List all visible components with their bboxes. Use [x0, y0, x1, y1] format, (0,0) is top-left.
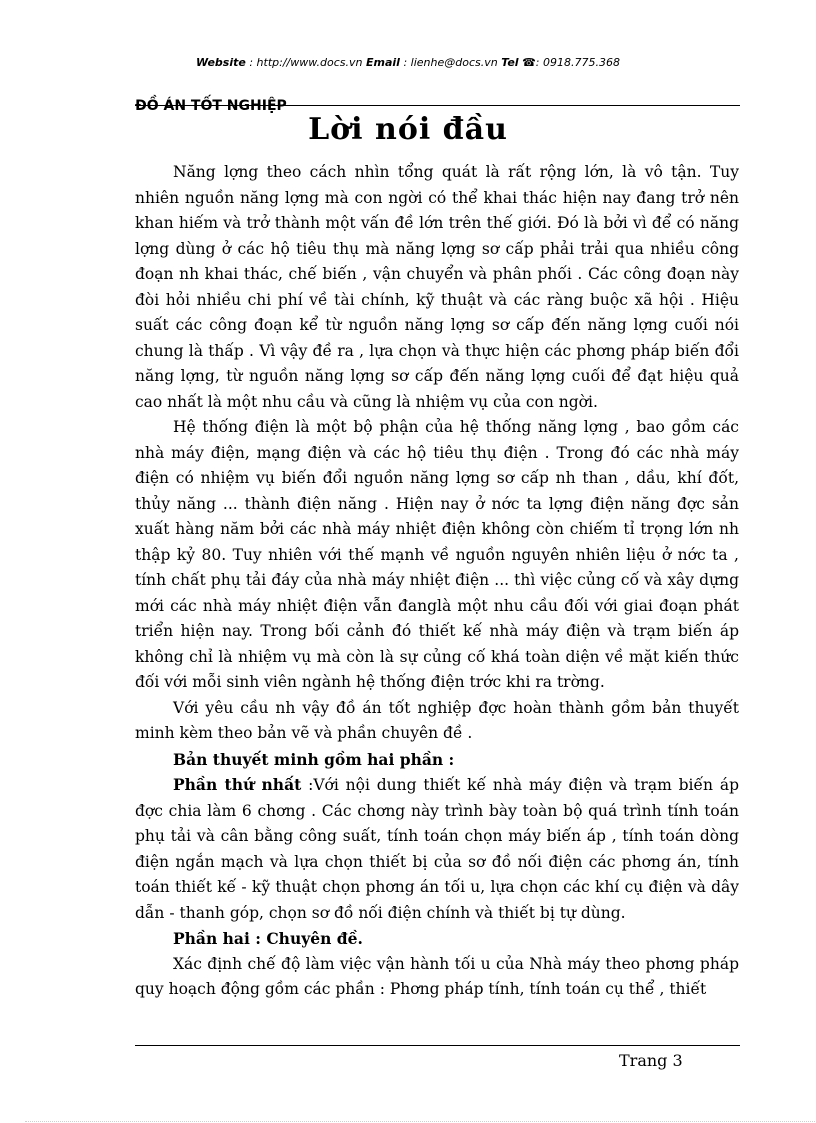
- website-value: : http://www.docs.vn: [249, 56, 363, 69]
- tel-value: : 0918.775.368: [535, 56, 620, 69]
- part-one-label: Phần thứ nhất: [173, 775, 302, 794]
- tel-label: Tel: [501, 56, 519, 69]
- page-number: Trang 3: [619, 1051, 683, 1070]
- part-one-text: :Với nội dung thiết kế nhà máy điện và trạm biến áp đợc chia làm 6 chơng . Các chơng này trình bày toàn bộ quá trình tính toán phụ tải và cân bằng công suất, tính toán chọn máy biến áp , tính toán dòng điện ngắn mạch và lựa chọn thiết bị của sơ đồ nối điện các phơng án, tính toán thiết kế - kỹ thuật chọn phơng án tối u, lựa chọn các khí cụ điện và dây dẫn - thanh góp, chọn sơ đồ nối điện chính và thiết bị tự dùng.: [135, 776, 739, 922]
- paragraph: Năng lợng theo cách nhìn tổng quát là rất rộng lớn, là vô tận. Tuy nhiên nguồn năng lợng mà con ngời có thể khai thác hiện nay đang trở nên khan hiếm và trở thành một vấn đề lớn trên thế giới. Đó là bởi vì để có năng lợng dùng ở các hộ tiêu thụ mà năng lợng sơ cấp phải trải qua nhiều công đoạn nh khai thác, chế biến , vận chuyển và phân phối . Các công đoạn này đòi hỏi nhiều chi phí về tài chính, kỹ thuật và các ràng buộc xã hội . Hiệu suất các công đoạn kể từ nguồn năng lợng sơ cấp đến năng lợng cuối nói chung là thấp . Vì vậy đề ra , lựa chọn và thực hiện các phơng pháp biến đổi năng lợng, từ nguồn năng lợng sơ cấp đến năng lợng cuối để đạt hiệu quả cao nhất là một nhu cầu và cũng là nhiệm vụ của con ngời.: [135, 163, 739, 411]
- email-value: : lienhe@docs.vn: [403, 56, 498, 69]
- phone-icon: ☎: [522, 56, 536, 69]
- body-text: [135, 160, 739, 1003]
- page-title: Lời nói đầu: [308, 112, 508, 147]
- paragraph: Với yêu cầu nh vậy đồ án tốt nghiệp đợc hoàn thành gồm bản thuyết minh kèm theo bản vẽ và phần chuyên đề .: [135, 698, 739, 742]
- footer-rule: [135, 1045, 740, 1046]
- document-running-title: ĐỒ ÁN TỐT NGHIỆP: [135, 98, 287, 114]
- section-heading: Phần hai : Chuyên đề.: [173, 929, 363, 948]
- paragraph: Hệ thống điện là một bộ phận của hệ thống năng lợng , bao gồm các nhà máy điện, mạng điện và các hộ tiêu thụ điện . Trong đó các nhà máy điện có nhiệm vụ biến đổi nguồn năng lợng sơ cấp nh than , dầu, khí đốt, thủy năng ... thành điện năng . Hiện nay ở nớc ta lợng điện năng đợc sản xuất hàng năm bởi các nhà máy nhiệt điện không còn chiếm tỉ trọng lớn nh thập kỷ 80. Tuy nhiên với thế mạnh về nguồn nguyên nhiên liệu ở nớc ta , tính chất phụ tải đáy của nhà máy nhiệt điện ... thì việc củng cố và xây dựng mới các nhà máy nhiệt điện vẫn đanglà một nhu cầu đối với giai đoạn phát triển hiện nay. Trong bối cảnh đó thiết kế nhà máy điện và trạm biến áp không chỉ là nhiệm vụ mà còn là sự củng cố khá toàn diện về mặt kiến thức đối với mỗi sinh viên ngành hệ thống điện trớc khi ra trờng.: [135, 418, 739, 691]
- paragraph: [135, 772, 739, 926]
- header-rule: [135, 105, 740, 106]
- website-label: Website: [196, 56, 246, 69]
- email-label: Email: [366, 56, 400, 69]
- page-edge-dotted-line: [25, 1121, 815, 1122]
- paragraph: Xác định chế độ làm việc vận hành tối u của Nhà máy theo phơng pháp quy hoạch động gồm các phần : Phơng pháp tính, tính toán cụ thể , thiết: [135, 954, 739, 998]
- page-header: [0, 56, 816, 69]
- section-heading: Bản thuyết minh gồm hai phần :: [173, 749, 455, 769]
